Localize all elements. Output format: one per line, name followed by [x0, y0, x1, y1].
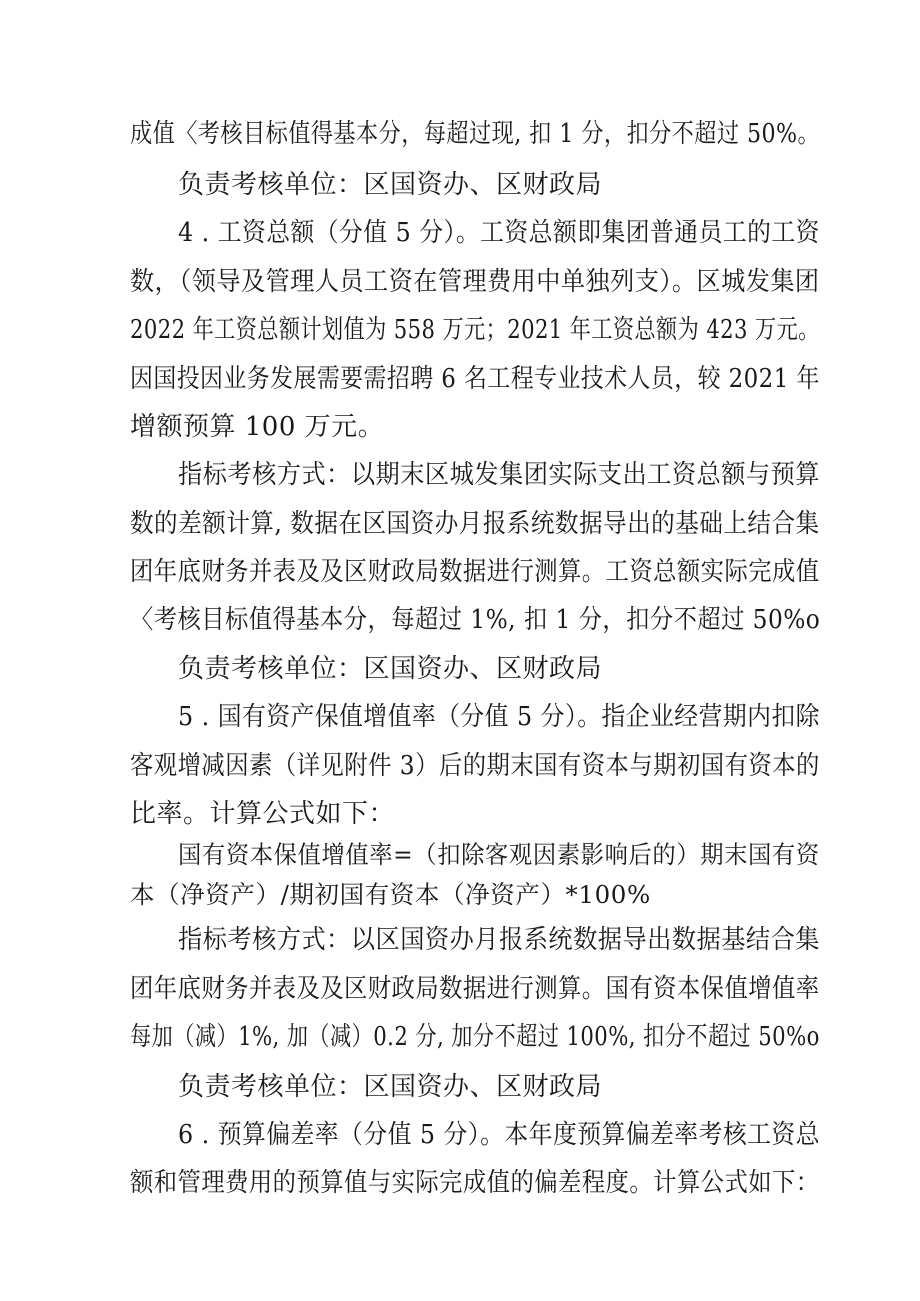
text-line: 增额预算 100 万元。	[130, 412, 385, 442]
assessment-method-line: 指标考核方式：以区国资办月报系统数据导出数据基结合集	[178, 925, 821, 955]
responsible-unit-line: 负责考核单位：区国资办、区财政局	[178, 170, 603, 200]
section-heading-5: 5 . 国有资产保值增值率（分值 5 分）。指企业经营期内扣除	[178, 702, 820, 732]
text-line: 团年底财务并表及及区财政局数据进行测算。国有资本保值增值率	[130, 974, 820, 1004]
text-line: 数的差额计算, 数据在区国资办月报系统数据导出的基础上结合集	[130, 509, 820, 539]
text-line: 团年底财务并表及及区财政局数据进行测算。工资总额实际完成值	[130, 557, 820, 587]
text-line: 比率。计算公式如下：	[130, 799, 396, 829]
formula-line: 本（净资产）/期初国有资本（净资产）*100%	[130, 880, 651, 909]
section-heading-4: 4 . 工资总额（分值 5 分）。工资总额即集团普通员工的工资	[178, 218, 820, 248]
section-heading-6: 6 . 预算偏差率（分值 5 分）。本年度预算偏差率考核工资总	[178, 1120, 820, 1150]
text-line: 每加（减）1%, 加（减）0.2 分, 加分不超过 100%, 扣分不超过 50%o	[130, 1022, 820, 1052]
text-line: 成值〈考核目标值得基本分，每超过现, 扣 1 分，扣分不超过 50%。	[130, 119, 821, 149]
text-line: 2022 年工资总额计划值为 558 万元；2021 年工资总额为 423 万元。	[130, 315, 820, 345]
text-line: 数，（领导及管理人员工资在管理费用中单独列支）。区城发集团	[130, 267, 820, 297]
formula-line: 国有资本保值增值率=（扣除客观因素影响后的）期末国有资	[178, 840, 820, 869]
responsible-unit-line: 负责考核单位：区国资办、区财政局	[178, 654, 603, 684]
responsible-unit-line: 负责考核单位：区国资办、区财政局	[178, 1072, 603, 1102]
text-line: 额和管理费用的预算值与实际完成值的偏差程度。计算公式如下：	[130, 1168, 820, 1198]
text-line: 〈考核目标值得基本分，每超过 1%, 扣 1 分，扣分不超过 50%o	[130, 605, 821, 635]
text-line: 因国投因业务发展需要需招聘 6 名工程专业技术人员，较 2021 年	[130, 364, 820, 394]
text-line: 客观增减因素（详见附件 3）后的期末国有资本与期初国有资本的	[130, 751, 820, 781]
assessment-method-line: 指标考核方式：以期末区城发集团实际支出工资总额与预算	[178, 460, 821, 490]
